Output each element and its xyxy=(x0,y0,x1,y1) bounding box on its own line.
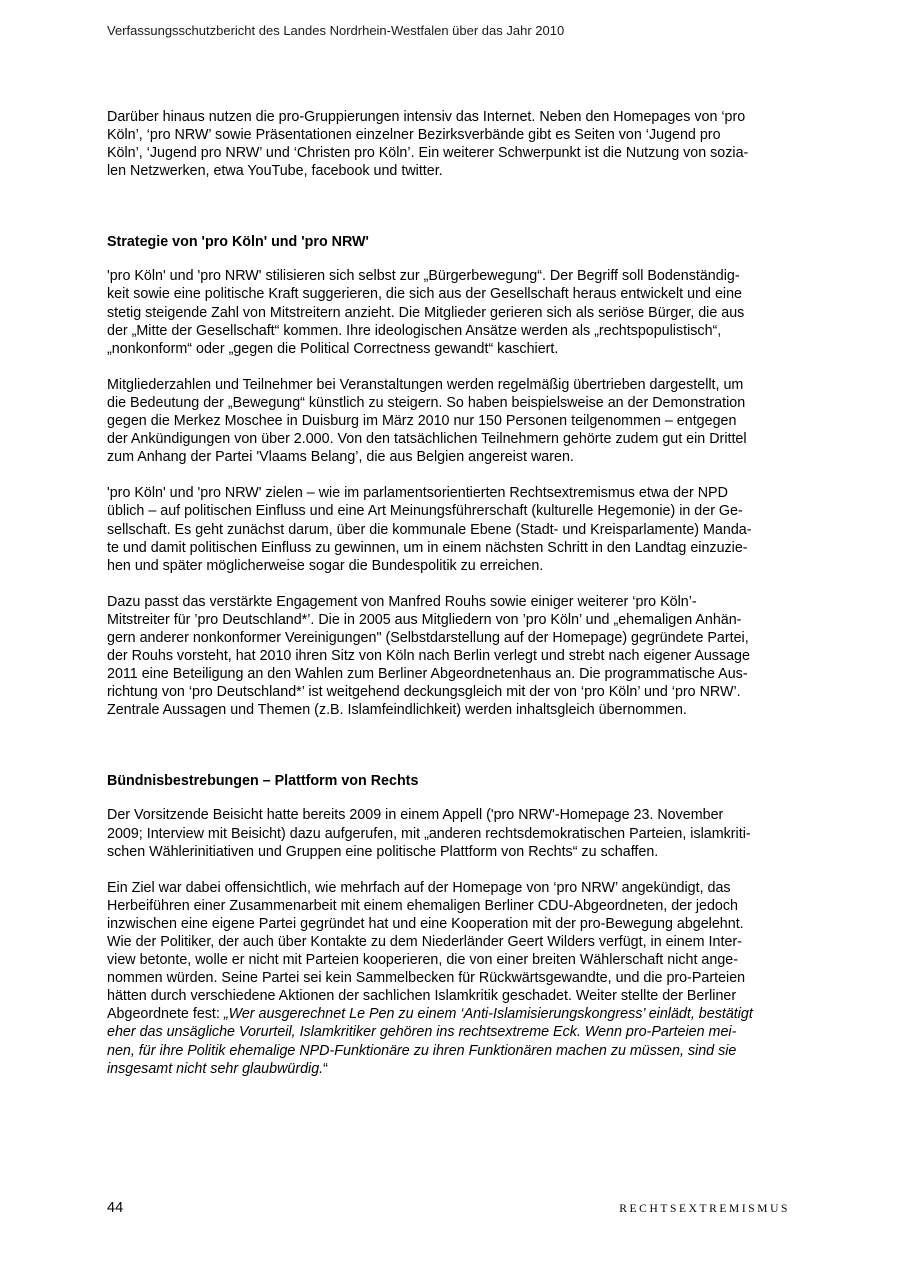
closing-quote-mark: “ xyxy=(323,1060,328,1077)
paragraph-pro-deutschland: Dazu passt das verstärkte Engagement von Manfred Rouhs sowie einiger weiterer ‘pro Köln’- Mitstreiter für ’pro Deutschland*’. Die in 2005 aus Mitgliedern von ’pro Köln’ und „ehemaligen Anhän- gern anderer nonkonformer Vereinigungen" (Selbstdarstellung auf der Homepage) gegründete Partei, der Rouhs vorsteht, hat 2010 ihren Sitz von Köln nach Berlin verlegt und strebt nach eigener Aussage 2011 eine Beteiligung an den Wahlen zum Berliner Abgeordnetenhaus an. Die programmatische Aus- richtung von ‘pro Deutschland*’ ist weitgehend deckungsgleich mit der von ‘pro Köln’ und ‘pro NRW’. Zentrale Aussagen und Themen (z.B. Islamfeindlichkeit) werden inhaltsgleich übernommen. xyxy=(107,593,750,719)
section-heading-buendnis: Bündnisbestrebungen – Plattform von Rechts xyxy=(107,773,419,790)
section-heading-strategie: Strategie von 'pro Köln' und 'pro NRW' xyxy=(107,234,369,251)
paragraph-appell: Der Vorsitzende Beisicht hatte bereits 2009 in einem Appell ('pro NRW'-Homepage 23. November 2009; Interview mit Beisicht) dazu aufgerufen, mit „anderen rechtsdemokratischen Parteien, islamkriti- schen Wählerinitiativen und Gruppen eine politische Plattform von Rechts“ zu schaffen. xyxy=(107,807,751,860)
document-body xyxy=(107,108,791,1096)
page-number: 44 xyxy=(107,1200,124,1216)
paragraph-einfluss: 'pro Köln' und 'pro NRW' zielen – wie im parlamentsorientierten Rechtsextremismus etwa der NPD üblich – auf politischen Einfluss und eine Art Meinungsführerschaft (kulturelle Hegemonie) in der Ge- sellschaft. Es geht zunächst darum, über die kommunale Ebene (Stadt- und Kreisparlamente) Manda- te und damit politischen Einfluss zu gewinnen, um in einem nächsten Schritt in den Landtag einzuzie- hen und später möglicherweise sogar die Bundespolitik zu erreichen. xyxy=(107,485,752,574)
paragraph-buergerbewegung: 'pro Köln' und 'pro NRW' stilisieren sich selbst zur „Bürgerbewegung“. Der Begriff soll Bodenständig- keit sowie eine politische Kraft suggerieren, die sich aus der Gesellschaft heraus entwickelt und eine stetig steigende Zahl von Mitstreitern anzieht. Die Mitglieder gerieren sich als seriöse Bürger, die aus der „Mitte der Gesellschaft“ kommen. Ihre ideologischen Ansätze werden als „rechtspopulistisch“, „nonkonform“ oder „gegen die Political Correctness gewandt“ kaschiert. xyxy=(107,268,745,357)
section-label: RECHTSEXTREMISMUS xyxy=(619,1203,790,1215)
paragraph-zusammenarbeit xyxy=(107,879,791,1078)
paragraph-mitgliederzahlen: Mitgliederzahlen und Teilnehmer bei Veranstaltungen werden regelmäßig übertrieben dargestellt, um die Bedeutung der „Bewegung“ künstlich zu steigern. So haben beispielsweise an der Demonstration gegen die Merkez Moschee in Duisburg im März 2010 nur 150 Personen teilgenommen – entgegen der Ankündigungen von über 2.000. Von den tatsächlichen Teilnehmern gehörte zudem gut ein Drittel zum Anhang der Partei 'Vlaams Belang’, die aus Belgien angereist waren. xyxy=(107,376,747,466)
paragraph-internet: Darüber hinaus nutzen die pro-Gruppierungen intensiv das Internet. Neben den Homepages von ‘pro Köln’, ‘pro NRW’ sowie Präsentationen einzelner Bezirksverbände gibt es Seiten von ‘Jugend pro Köln’, ‘Jugend pro NRW’ und ‘Christen pro Köln’. Ein weiterer Schwerpunkt ist die Nutzung von sozia- len Netzwerken, etwa YouTube, facebook und twitter. xyxy=(107,109,749,180)
section-spacer xyxy=(107,198,791,233)
running-header: Verfassungsschutzbericht des Landes Nordrhein-Westfalen über das Jahr 2010 xyxy=(107,23,565,38)
quotation: „Wer ausgerechnet Le Pen zu einem ‘Anti-Islamisierungskongress’ einlädt, bestätigt eher das unsägliche Vorurteil, Islamkritiker gehören ins rechtsextreme Eck. Wenn pro-Parteien mei- nen, für ihre Politik ehemalige NPD-Funktionäre zu ihren Funktionären machen zu müssen, sind sie insgesamt nicht sehr glaubwürdig. xyxy=(107,1006,753,1077)
paragraph-text: Ein Ziel war dabei offensichtlich, wie mehrfach auf der Homepage von ‘pro NRW’ angekündigt, das Herbeiführen einer Zusammenarbeit mit einem ehemaligen Berliner CDU-Abgeordneten, der jedoch inzwischen eine eigene Partei gegründet hat und eine Kooperation mit der pro-Bewegung abgelehnt. Wie der Politiker, der auch über Kontakte zu dem Niederländer Geert Wilders verfügt, in einem Inter- view betonte, wolle er nicht mit Parteien kooperieren, die von einer breiten Wählerschaft nicht ange- nommen würden. Seine Partei sei kein Sammelbecken für Rückwärtsgewandte, und die pro-Parteien hätten durch verschiedene Aktionen der sachlichen Islamkritik geschadet. Weiter stellte der Berliner Abgeordnete fest: xyxy=(107,879,746,1023)
section-spacer xyxy=(107,737,791,772)
